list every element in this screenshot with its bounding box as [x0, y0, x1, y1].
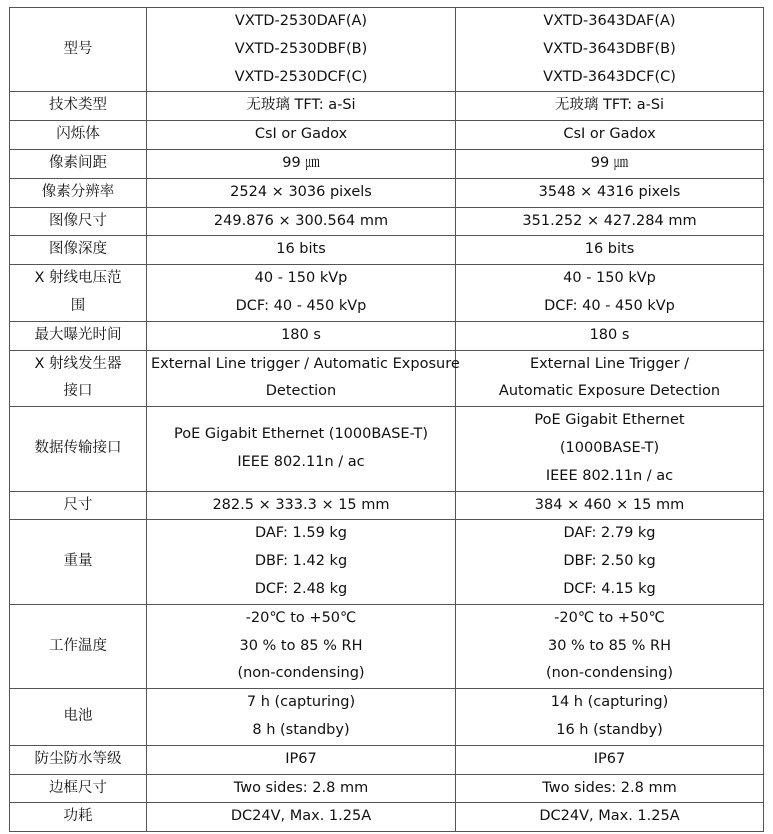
table-row	[10, 178, 764, 207]
table-row	[10, 92, 764, 121]
row-label-cell	[10, 774, 147, 803]
row-label-text: 技术类型	[49, 97, 107, 114]
row-label-cell	[10, 149, 147, 178]
value-cell-model-2530	[147, 236, 456, 265]
value-cell-model-3643	[456, 803, 764, 832]
value-cell-model-3643	[456, 774, 764, 803]
cell-value-line: 3548 × 4316 pixels	[538, 183, 681, 200]
value-cell-model-2530	[147, 774, 456, 803]
value-cell-model-2530	[147, 121, 456, 150]
cell-value-line: 384 × 460 × 15 mm	[534, 496, 685, 513]
row-label-text: 围	[70, 297, 86, 314]
row-label-cell	[10, 207, 147, 236]
row-label-cell	[10, 236, 147, 265]
cell-value-line: CsI or Gadox	[254, 126, 348, 143]
cell-value-line: VXTD-2530DCF(C)	[234, 68, 368, 85]
cell-value-line: (1000BASE-T)	[559, 439, 660, 456]
row-label-text: X 射线电压范	[34, 270, 122, 287]
row-label-cell	[10, 689, 147, 746]
cell-value-line: -20℃ to +50℃	[554, 609, 665, 626]
row-label-text: 型号	[63, 40, 93, 57]
table-row	[10, 121, 764, 150]
cell-value-line: IEEE 802.11n / ac	[545, 467, 674, 484]
value-cell-model-2530	[147, 149, 456, 178]
cell-value-line: 无玻璃 TFT: a-Si	[246, 97, 356, 114]
cell-value-line: Detection	[265, 383, 337, 400]
row-label-text: 电池	[63, 708, 93, 725]
cell-value-line: VXTD-2530DBF(B)	[234, 40, 368, 57]
row-label-cell	[10, 604, 147, 688]
cell-value-line: 无玻璃 TFT: a-Si	[554, 97, 665, 114]
cell-value-line: 30 % to 85 % RH	[239, 637, 363, 654]
row-label-text: 数据传输接口	[34, 439, 122, 456]
row-label-text: 边框尺寸	[49, 779, 107, 796]
cell-value-line: DBF: 2.50 kg	[563, 553, 656, 570]
cell-value-line: 249.876 × 300.564 mm	[213, 212, 389, 229]
cell-value-line: 180 s	[589, 326, 630, 343]
cell-value-line: External Line Trigger /	[529, 355, 690, 372]
cell-value-line: CsI or Gadox	[563, 126, 656, 143]
row-label-cell	[10, 92, 147, 121]
cell-value-line: VXTD-3643DAF(A)	[543, 13, 676, 29]
value-cell-model-3643	[456, 350, 764, 407]
spec-table	[9, 7, 764, 832]
table-row	[10, 207, 764, 236]
value-cell-model-2530	[147, 350, 460, 407]
row-label-cell	[10, 491, 147, 520]
table-row	[10, 350, 764, 407]
cell-value-line: Two sides: 2.8 mm	[233, 779, 369, 796]
value-cell-model-2530	[147, 8, 456, 92]
cell-value-line: 16 h (standby)	[556, 721, 663, 738]
cell-value-line: DBF: 1.42 kg	[254, 553, 348, 570]
value-cell-model-2530	[147, 491, 456, 520]
cell-value-line: DCF: 2.48 kg	[254, 580, 348, 597]
cell-value-line: 40 - 150 kVp	[254, 270, 348, 287]
value-cell-model-3643	[456, 321, 764, 350]
value-cell-model-3643	[456, 207, 764, 236]
cell-value-line: 180 s	[281, 326, 321, 343]
row-label-cell	[10, 803, 147, 832]
cell-value-line: VXTD-3643DCF(C)	[543, 68, 676, 85]
cell-value-line: -20℃ to +50℃	[245, 609, 357, 626]
row-label-cell	[10, 350, 147, 407]
table-row	[10, 265, 764, 322]
value-cell-model-2530	[147, 803, 456, 832]
table-row	[10, 803, 764, 832]
row-label-text: 像素分辨率	[41, 183, 115, 200]
cell-value-line: PoE Gigabit Ethernet	[534, 412, 685, 429]
value-cell-model-3643	[456, 689, 764, 746]
table-row	[10, 8, 764, 92]
cell-value-line: 30 % to 85 % RH	[547, 637, 672, 654]
cell-value-line: IP67	[593, 750, 626, 767]
value-cell-model-3643	[456, 121, 764, 150]
value-cell-model-3643	[456, 520, 764, 604]
cell-value-line: DCF: 40 - 450 kVp	[544, 297, 675, 314]
row-label-cell	[10, 8, 147, 92]
value-cell-model-3643	[456, 236, 764, 265]
cell-value-line: IP67	[285, 750, 317, 767]
spec-table-body	[10, 8, 764, 832]
cell-value-line: DAF: 2.79 kg	[563, 525, 656, 542]
row-label-cell	[10, 265, 147, 322]
table-row	[10, 745, 764, 774]
cell-value-line: (non-condensing)	[237, 665, 365, 682]
table-row	[10, 236, 764, 265]
value-cell-model-3643	[456, 745, 764, 774]
value-cell-model-2530	[147, 265, 456, 322]
row-label-text: 功耗	[63, 808, 93, 825]
row-label-cell	[10, 321, 147, 350]
table-row	[10, 321, 764, 350]
cell-value-line: Automatic Exposure Detection	[498, 383, 721, 400]
cell-value-line: External Line trigger / Automatic Exposure	[151, 355, 460, 372]
table-row	[10, 774, 764, 803]
value-cell-model-2530	[147, 321, 456, 350]
cell-value-line: Two sides: 2.8 mm	[542, 779, 677, 796]
cell-value-line: DCF: 40 - 450 kVp	[235, 297, 367, 314]
row-label-text: 图像深度	[49, 241, 107, 258]
row-label-text: 像素间距	[49, 154, 107, 171]
value-cell-model-3643	[456, 491, 764, 520]
cell-value-line: DCF: 4.15 kg	[563, 580, 656, 597]
cell-value-line: 8 h (standby)	[252, 721, 350, 738]
cell-value-line: DAF: 1.59 kg	[254, 525, 348, 542]
row-label-cell	[10, 745, 147, 774]
value-cell-model-2530	[147, 92, 456, 121]
cell-value-line: (non-condensing)	[545, 665, 674, 682]
value-cell-model-3643	[456, 604, 764, 688]
cell-value-line: 351.252 × 427.284 mm	[522, 212, 697, 229]
table-row	[10, 491, 764, 520]
cell-value-line: VXTD-3643DBF(B)	[543, 40, 676, 57]
cell-value-line: 40 - 150 kVp	[563, 270, 656, 287]
value-cell-model-3643	[456, 178, 764, 207]
row-label-text: 尺寸	[63, 496, 93, 513]
table-row	[10, 407, 764, 491]
table-row	[10, 689, 764, 746]
value-cell-model-2530	[147, 178, 456, 207]
cell-value-line: PoE Gigabit Ethernet (1000BASE-T)	[173, 426, 429, 443]
table-row	[10, 604, 764, 688]
row-label-text: 工作温度	[49, 637, 107, 654]
cell-value-line: 7 h (capturing)	[246, 694, 356, 711]
cell-value-line: DC24V, Max. 1.25A	[230, 808, 372, 825]
cell-value-line: 16 bits	[276, 241, 326, 258]
cell-value-line: 99 ㎛	[590, 154, 629, 171]
row-label-text: X 射线发生器	[34, 355, 122, 372]
value-cell-model-2530	[147, 407, 456, 491]
row-label-cell	[10, 178, 147, 207]
row-label-cell	[10, 121, 147, 150]
value-cell-model-2530	[147, 745, 456, 774]
cell-value-line: 2524 × 3036 pixels	[230, 183, 372, 200]
row-label-text: 最大曝光时间	[34, 326, 122, 343]
value-cell-model-2530	[147, 604, 456, 688]
row-label-text: 防尘防水等级	[34, 750, 122, 767]
value-cell-model-2530	[147, 689, 456, 746]
cell-value-line: 14 h (capturing)	[550, 694, 669, 711]
row-label-text: 接口	[63, 383, 93, 400]
table-row	[10, 149, 764, 178]
row-label-cell	[10, 520, 147, 604]
value-cell-model-3643	[456, 407, 764, 491]
value-cell-model-2530	[147, 207, 456, 236]
cell-value-line: 16 bits	[584, 241, 635, 258]
table-row	[10, 520, 764, 604]
value-cell-model-3643	[456, 265, 764, 322]
value-cell-model-3643	[456, 149, 764, 178]
cell-value-line: 282.5 × 333.3 × 15 mm	[212, 496, 390, 513]
value-cell-model-3643	[456, 92, 764, 121]
row-label-cell	[10, 407, 147, 491]
cell-value-line: VXTD-2530DAF(A)	[234, 13, 368, 29]
row-label-text: 闪烁体	[56, 126, 100, 143]
cell-value-line: DC24V, Max. 1.25A	[539, 808, 680, 825]
value-cell-model-2530	[147, 520, 456, 604]
cell-value-line: IEEE 802.11n / ac	[237, 453, 365, 470]
value-cell-model-3643	[456, 8, 764, 92]
row-label-text: 图像尺寸	[49, 212, 107, 229]
row-label-text: 重量	[63, 553, 93, 570]
cell-value-line: 99 ㎛	[282, 154, 320, 171]
